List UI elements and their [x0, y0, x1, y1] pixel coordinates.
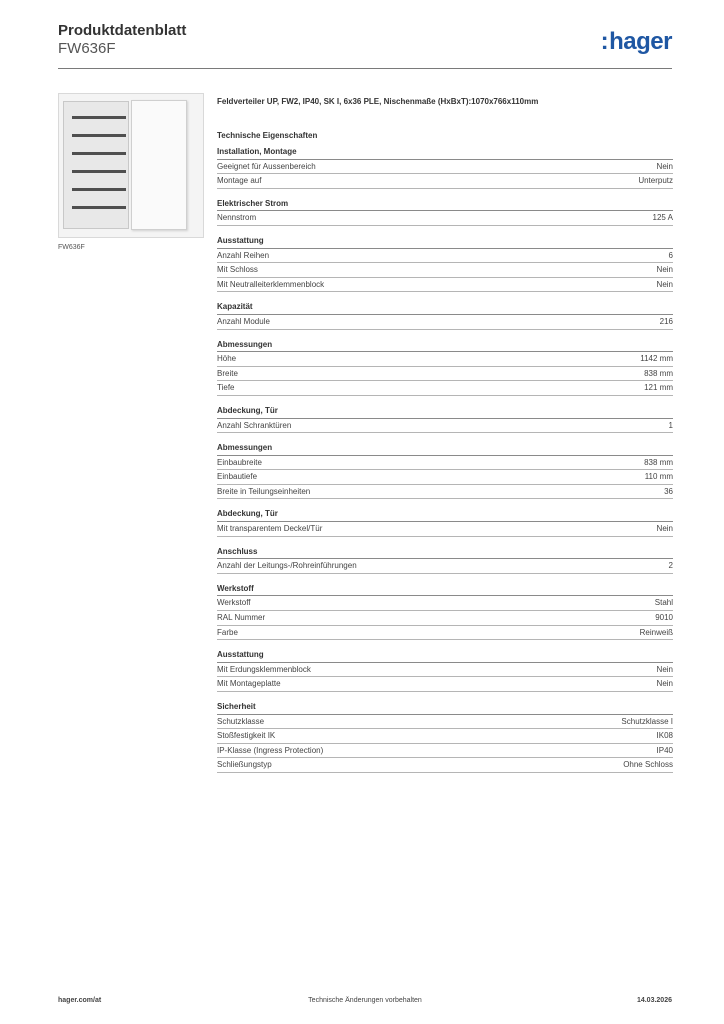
spec-group — [217, 404, 673, 433]
spec-label: Geeignet für Aussenbereich — [217, 161, 316, 171]
spec-group-heading: Ausstattung — [217, 648, 673, 663]
spec-row — [217, 160, 673, 175]
spec-group-heading: Elektrischer Strom — [217, 197, 673, 212]
spec-value: 1 — [668, 420, 673, 430]
spec-label: Einbaubreite — [217, 457, 262, 467]
spec-label: Mit Erdungsklemmenblock — [217, 664, 311, 674]
spec-row — [217, 263, 673, 278]
spec-label: Farbe — [217, 627, 238, 637]
spec-label: Höhe — [217, 354, 237, 364]
spec-group — [217, 545, 673, 574]
spec-label: Mit Montageplatte — [217, 679, 281, 689]
spec-row — [217, 315, 673, 330]
spec-value: 216 — [659, 316, 673, 326]
din-rail — [72, 206, 126, 209]
spec-label: Breite in Teilungseinheiten — [217, 486, 311, 496]
spec-value: IP40 — [656, 745, 673, 755]
spec-row — [217, 470, 673, 485]
din-rail — [72, 134, 126, 137]
cabinet-door — [131, 100, 187, 230]
spec-value: Nein — [656, 161, 673, 171]
din-rail — [72, 188, 126, 191]
spec-label: IP-Klasse (Ingress Protection) — [217, 745, 324, 755]
product-image — [58, 93, 204, 238]
spec-value: Schutzklasse I — [621, 716, 673, 726]
spec-row — [217, 715, 673, 730]
footer-date: 14.03.2026 — [636, 997, 672, 1004]
spec-value: 6 — [668, 250, 673, 260]
spec-row — [217, 249, 673, 264]
spec-row — [217, 522, 673, 537]
spec-value: Nein — [656, 679, 673, 689]
spec-row — [217, 485, 673, 500]
spec-value: 110 mm — [644, 472, 673, 482]
spec-row — [217, 367, 673, 382]
spec-group-heading: Abdeckung, Tür — [217, 507, 673, 522]
spec-value: 36 — [664, 486, 673, 496]
spec-group-heading: Anschluss — [217, 545, 673, 560]
spec-group — [217, 582, 673, 640]
din-rail — [72, 116, 126, 119]
spec-label: Anzahl der Leitungs-/Rohreinführungen — [217, 561, 357, 571]
spec-group-heading: Abmessungen — [217, 441, 673, 456]
spec-row — [217, 352, 673, 367]
spec-row — [217, 596, 673, 611]
footer-website: hager.com/at — [58, 997, 102, 1004]
header-divider — [58, 68, 672, 69]
spec-value: 9010 — [655, 613, 673, 623]
spec-label: Einbautiefe — [217, 472, 258, 482]
cabinet-frame — [63, 101, 129, 229]
din-rail — [72, 152, 126, 155]
spec-row — [217, 559, 673, 574]
spec-label: Mit Neutralleiterklemmenblock — [217, 279, 325, 289]
spec-label: Anzahl Module — [217, 316, 270, 326]
spec-value: 1142 mm — [640, 354, 673, 364]
spec-label: Breite — [217, 368, 238, 378]
product-description: Feldverteiler UP, FW2, IP40, SK I, 6x36 PLE, Nischenmaße (HxBxT):1070x766x110mm — [217, 97, 539, 106]
spec-label: Mit transparentem Deckel/Tür — [217, 524, 323, 534]
spec-group — [217, 338, 673, 396]
spec-row — [217, 663, 673, 678]
spec-row — [217, 729, 673, 744]
spec-label: RAL Nummer — [217, 613, 266, 623]
page-footer — [58, 997, 672, 1011]
spec-group-heading: Kapazität — [217, 300, 673, 315]
spec-value: 125 A — [652, 213, 673, 223]
spec-value: 121 mm — [644, 383, 673, 393]
logo-text: hager — [609, 28, 672, 55]
spec-label: Anzahl Schranktüren — [217, 420, 292, 430]
document-title: Produktdatenblatt — [58, 22, 187, 39]
spec-value: 838 mm — [644, 457, 673, 467]
spec-row — [217, 174, 673, 189]
spec-row — [217, 381, 673, 396]
spec-group-heading: Werkstoff — [217, 582, 673, 597]
spec-label: Schließungstyp — [217, 760, 272, 770]
spec-value: Stahl — [654, 598, 673, 608]
spec-row — [217, 626, 673, 641]
spec-group — [217, 234, 673, 292]
spec-label: Schutzklasse — [217, 716, 265, 726]
spec-value: 2 — [668, 561, 673, 571]
spec-value: Reinweiß — [639, 627, 673, 637]
spec-label: Mit Schloss — [217, 265, 258, 275]
image-caption: FW636F — [58, 244, 85, 251]
spec-value: Nein — [656, 265, 673, 275]
din-rail — [72, 170, 126, 173]
spec-value: 838 mm — [644, 368, 673, 378]
spec-value: Nein — [656, 524, 673, 534]
spec-row — [217, 211, 673, 226]
spec-group-heading: Installation, Montage — [217, 145, 673, 160]
spec-value: Nein — [656, 664, 673, 674]
spec-label: Tiefe — [217, 383, 235, 393]
product-details — [217, 97, 673, 773]
spec-value: IK08 — [656, 731, 673, 741]
spec-label: Montage auf — [217, 176, 262, 186]
spec-row — [217, 744, 673, 759]
spec-row — [217, 278, 673, 293]
spec-label: Werkstoff — [217, 598, 251, 608]
spec-row — [217, 456, 673, 471]
spec-group — [217, 700, 673, 773]
product-code: FW636F — [58, 40, 116, 57]
spec-value: Ohne Schloss — [623, 760, 673, 770]
spec-label: Stoßfestigkeit IK — [217, 731, 276, 741]
spec-label: Anzahl Reihen — [217, 250, 270, 260]
specification-groups — [217, 145, 673, 773]
spec-group — [217, 507, 673, 536]
spec-row — [217, 611, 673, 626]
spec-group — [217, 197, 673, 226]
spec-group — [217, 145, 673, 189]
spec-group — [217, 441, 673, 499]
spec-row — [217, 677, 673, 692]
footer-notice: Technische Änderungen vorbehalten — [308, 997, 422, 1004]
spec-value: Nein — [656, 279, 673, 289]
page-header — [58, 22, 672, 68]
spec-label: Nennstrom — [217, 213, 257, 223]
spec-group-heading: Abdeckung, Tür — [217, 404, 673, 419]
spec-group-heading: Abmessungen — [217, 338, 673, 353]
spec-group — [217, 648, 673, 692]
hager-logo: :hager — [600, 28, 672, 55]
section-heading: Technische Eigenschaften — [217, 131, 318, 140]
spec-group — [217, 300, 673, 329]
spec-group-heading: Sicherheit — [217, 700, 673, 715]
spec-group-heading: Ausstattung — [217, 234, 673, 249]
spec-row — [217, 419, 673, 434]
spec-value: Unterputz — [638, 176, 673, 186]
spec-row — [217, 758, 673, 773]
